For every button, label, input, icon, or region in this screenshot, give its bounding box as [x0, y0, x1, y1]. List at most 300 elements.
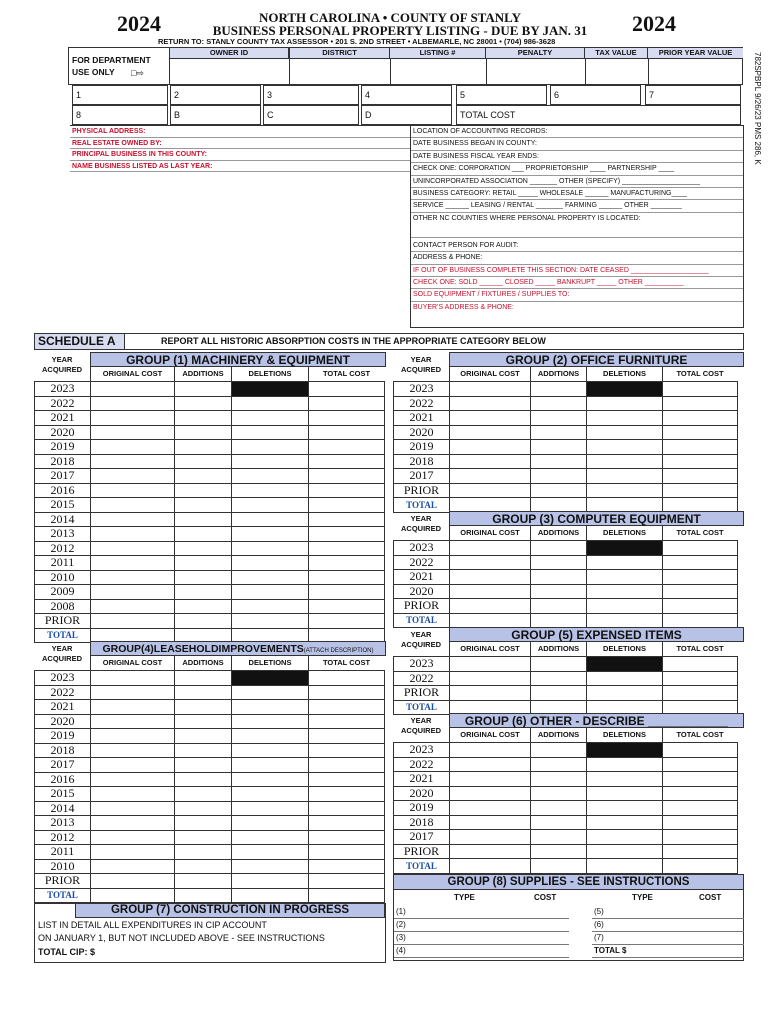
total-cell[interactable]	[663, 743, 738, 758]
additions-cell[interactable]	[175, 599, 232, 614]
original-cell[interactable]	[450, 686, 531, 701]
total-cell[interactable]	[309, 714, 385, 729]
total-cell[interactable]	[309, 888, 385, 903]
table-row	[394, 411, 738, 426]
deletions-cell[interactable]	[232, 382, 309, 397]
deletions-cell[interactable]	[587, 757, 663, 772]
original-cell[interactable]	[91, 425, 175, 440]
additions-cell[interactable]	[531, 425, 587, 440]
deletions-cell[interactable]	[232, 729, 309, 744]
code-cell-8[interactable]: 8	[72, 105, 168, 125]
deletions-cell[interactable]	[587, 859, 663, 874]
department-use-box	[68, 47, 743, 85]
deletions-cell[interactable]	[232, 743, 309, 758]
total-cell[interactable]	[663, 570, 738, 585]
original-cell[interactable]	[91, 830, 175, 845]
original-cell[interactable]	[91, 556, 175, 571]
total-cell[interactable]	[663, 411, 738, 426]
total-cell[interactable]	[663, 815, 738, 830]
total-cell[interactable]	[309, 469, 385, 484]
total-cell[interactable]	[309, 743, 385, 758]
code-cell-5[interactable]: 5	[456, 85, 547, 105]
total-cell[interactable]	[663, 613, 738, 628]
supply-item-left[interactable]: (2)	[394, 919, 569, 932]
original-cell[interactable]	[450, 425, 531, 440]
total-cell[interactable]	[309, 801, 385, 816]
total-cell[interactable]	[309, 816, 385, 831]
total-cell[interactable]	[663, 830, 738, 845]
date-ceased-field[interactable]: IF OUT OF BUSINESS COMPLETE THIS SECTION: DATE CEASED ____________________	[411, 265, 743, 277]
additions-cell[interactable]	[175, 845, 232, 860]
deletions-cell[interactable]	[232, 556, 309, 571]
original-cell[interactable]	[91, 599, 175, 614]
deletions-cell[interactable]	[232, 859, 309, 874]
additions-cell[interactable]	[175, 570, 232, 585]
deletions-cell[interactable]	[232, 512, 309, 527]
total-cell[interactable]	[663, 440, 738, 455]
total-cell[interactable]	[663, 844, 738, 859]
original-cell[interactable]	[91, 440, 175, 455]
deletions-cell[interactable]	[587, 599, 663, 614]
supply-item-left[interactable]: (1)	[394, 906, 569, 919]
buyer-address-field[interactable]: BUYER'S ADDRESS & PHONE:	[413, 303, 514, 311]
additions-cell[interactable]	[175, 671, 232, 686]
additions-cell[interactable]	[175, 685, 232, 700]
total-cell[interactable]	[663, 584, 738, 599]
additions-cell[interactable]	[531, 815, 587, 830]
original-cell[interactable]	[450, 541, 531, 556]
total-cell[interactable]	[663, 786, 738, 801]
total-cell[interactable]	[309, 772, 385, 787]
supply-item-left[interactable]: (4)	[394, 945, 569, 958]
fiscal-year-end-field[interactable]: DATE BUSINESS FISCAL YEAR ENDS:	[411, 151, 743, 163]
additions-cell[interactable]	[531, 671, 587, 686]
additions-cell[interactable]	[175, 614, 232, 629]
original-cell[interactable]	[450, 382, 531, 397]
original-cell[interactable]	[450, 757, 531, 772]
deletions-cell[interactable]	[232, 772, 309, 787]
deletions-cell[interactable]	[587, 382, 663, 397]
original-cell[interactable]	[91, 585, 175, 600]
deletions-cell[interactable]	[232, 685, 309, 700]
total-cell[interactable]	[309, 527, 385, 542]
original-cell[interactable]	[450, 657, 531, 672]
supply-item-right[interactable]: (7)	[592, 932, 744, 945]
original-cell[interactable]	[450, 555, 531, 570]
total-cell[interactable]	[309, 874, 385, 889]
original-cell[interactable]	[91, 614, 175, 629]
unincorporated-other-field[interactable]: UNINCORPORATED ASSOCIATION _______ OTHER (SPECIFY) ____________________	[411, 176, 743, 188]
additions-cell[interactable]	[175, 440, 232, 455]
supply-item-right[interactable]: (6)	[592, 919, 744, 932]
additions-cell[interactable]	[531, 859, 587, 874]
original-cell[interactable]	[91, 888, 175, 903]
total-cell[interactable]	[309, 483, 385, 498]
total-cost-cell[interactable]: TOTAL COST	[456, 105, 741, 125]
original-cell[interactable]	[450, 830, 531, 845]
deletions-cell[interactable]	[587, 555, 663, 570]
accounting-records-field[interactable]: LOCATION OF ACCOUNTING RECORDS:	[411, 126, 743, 138]
original-cell[interactable]	[91, 714, 175, 729]
deletions-cell[interactable]	[232, 874, 309, 889]
deletions-cell[interactable]	[587, 815, 663, 830]
deletions-cell[interactable]	[232, 527, 309, 542]
total-cell[interactable]	[309, 425, 385, 440]
deletions-cell[interactable]	[232, 469, 309, 484]
total-cell[interactable]	[663, 382, 738, 397]
total-cell[interactable]	[663, 859, 738, 874]
total-cell[interactable]	[663, 498, 738, 513]
deletions-cell[interactable]	[587, 570, 663, 585]
additions-cell[interactable]	[531, 454, 587, 469]
additions-cell[interactable]	[175, 454, 232, 469]
entity-type-check[interactable]: CHECK ONE: CORPORATION ___ PROPRIETORSHIP ____ PARTNERSHIP ____	[411, 163, 743, 175]
physical-address-field[interactable]: PHYSICAL ADDRESS:	[70, 126, 410, 138]
group-7-total-cip[interactable]: TOTAL CIP: $	[38, 947, 96, 957]
additions-cell[interactable]	[175, 396, 232, 411]
deletions-cell[interactable]	[232, 671, 309, 686]
additions-cell[interactable]	[175, 888, 232, 903]
additions-cell[interactable]	[175, 527, 232, 542]
additions-cell[interactable]	[531, 382, 587, 397]
deletions-cell[interactable]	[232, 599, 309, 614]
additions-cell[interactable]	[531, 599, 587, 614]
deletions-cell[interactable]	[232, 483, 309, 498]
out-of-business-check[interactable]: CHECK ONE: SOLD ______ CLOSED _____ BANKRUPT _____ OTHER __________	[411, 277, 743, 289]
additions-cell[interactable]	[175, 758, 232, 773]
total-cell[interactable]	[309, 599, 385, 614]
additions-cell[interactable]	[175, 772, 232, 787]
total-cell[interactable]	[309, 845, 385, 860]
deletions-cell[interactable]	[232, 758, 309, 773]
other-counties-field[interactable]: OTHER NC COUNTIES WHERE PERSONAL PROPERTY IS LOCATED:	[411, 213, 743, 238]
deletions-cell[interactable]	[232, 454, 309, 469]
additions-cell[interactable]	[531, 801, 587, 816]
deletions-cell[interactable]	[587, 396, 663, 411]
original-cell[interactable]	[91, 787, 175, 802]
principal-business-field[interactable]: PRINCIPAL BUSINESS IN THIS COUNTY:	[70, 149, 410, 161]
deletions-cell[interactable]	[232, 570, 309, 585]
listing-number-field[interactable]	[391, 58, 486, 84]
original-cell[interactable]	[91, 570, 175, 585]
deletions-cell[interactable]	[587, 498, 663, 513]
original-cell[interactable]	[91, 454, 175, 469]
total-cell[interactable]	[309, 585, 385, 600]
total-cell[interactable]	[309, 454, 385, 469]
business-category-check[interactable]: BUSINESS CATEGORY: RETAIL _____ WHOLESALE ______ MANUFACTURING____	[411, 188, 743, 200]
additions-cell[interactable]	[531, 844, 587, 859]
total-cell[interactable]	[309, 830, 385, 845]
additions-cell[interactable]	[531, 657, 587, 672]
total-cell[interactable]	[309, 411, 385, 426]
total-cell[interactable]	[663, 686, 738, 701]
total-cell[interactable]	[309, 859, 385, 874]
additions-cell[interactable]	[531, 830, 587, 845]
deletions-cell[interactable]	[232, 411, 309, 426]
deletions-cell[interactable]	[587, 772, 663, 787]
additions-cell[interactable]	[175, 801, 232, 816]
deletions-cell[interactable]	[232, 614, 309, 629]
additions-cell[interactable]	[175, 714, 232, 729]
name-last-year-field[interactable]: NAME BUSINESS LISTED AS LAST YEAR:	[70, 161, 410, 173]
additions-cell[interactable]	[175, 425, 232, 440]
table-row	[394, 859, 738, 874]
original-cell[interactable]	[450, 772, 531, 787]
deletions-cell[interactable]	[232, 787, 309, 802]
deletions-cell[interactable]	[232, 541, 309, 556]
additions-cell[interactable]	[531, 570, 587, 585]
original-cell[interactable]	[91, 483, 175, 498]
total-cell[interactable]	[663, 757, 738, 772]
total-cell[interactable]	[309, 787, 385, 802]
original-cell[interactable]	[450, 396, 531, 411]
penalty-field[interactable]	[487, 58, 585, 84]
deletions-cell[interactable]	[232, 425, 309, 440]
original-cell[interactable]	[91, 541, 175, 556]
additions-cell[interactable]	[175, 512, 232, 527]
additions-cell[interactable]	[175, 859, 232, 874]
code-cell-1[interactable]: 1	[72, 85, 168, 105]
supply-item-right[interactable]: (5)	[592, 906, 744, 919]
additions-cell[interactable]	[531, 396, 587, 411]
additions-cell[interactable]	[175, 816, 232, 831]
additions-cell[interactable]	[175, 874, 232, 889]
additions-cell[interactable]	[175, 483, 232, 498]
original-cell[interactable]	[450, 844, 531, 859]
group-6-deletions-header: DELETIONS	[586, 728, 662, 742]
deletions-cell[interactable]	[587, 584, 663, 599]
deletions-cell[interactable]	[587, 743, 663, 758]
additions-cell[interactable]	[175, 382, 232, 397]
additions-cell[interactable]	[531, 786, 587, 801]
deletions-cell[interactable]	[587, 440, 663, 455]
original-cell[interactable]	[91, 874, 175, 889]
total-cell[interactable]	[309, 512, 385, 527]
total-cell[interactable]	[309, 671, 385, 686]
total-cell[interactable]	[309, 498, 385, 513]
deletions-cell[interactable]	[587, 686, 663, 701]
original-cell[interactable]	[450, 859, 531, 874]
additions-cell[interactable]	[531, 757, 587, 772]
prior-year-value-field[interactable]	[649, 58, 743, 84]
total-cell[interactable]	[663, 469, 738, 484]
original-cell[interactable]	[91, 729, 175, 744]
original-cell[interactable]	[450, 498, 531, 513]
tax-value-field[interactable]	[586, 58, 648, 84]
additions-cell[interactable]	[531, 743, 587, 758]
original-cell[interactable]	[91, 498, 175, 513]
original-cell[interactable]	[450, 815, 531, 830]
code-cell-6[interactable]: 6	[550, 85, 641, 105]
deletions-cell[interactable]	[232, 845, 309, 860]
deletions-cell[interactable]	[232, 888, 309, 903]
deletions-cell[interactable]	[587, 541, 663, 556]
additions-cell[interactable]	[175, 541, 232, 556]
additions-cell[interactable]	[175, 498, 232, 513]
group-8-cost-left: COST	[534, 893, 557, 902]
additions-cell[interactable]	[531, 483, 587, 498]
total-cell[interactable]	[663, 671, 738, 686]
original-cell[interactable]	[91, 527, 175, 542]
additions-cell[interactable]	[175, 830, 232, 845]
total-cell[interactable]	[663, 801, 738, 816]
additions-cell[interactable]	[531, 772, 587, 787]
total-cell[interactable]	[663, 657, 738, 672]
deletions-cell[interactable]	[587, 657, 663, 672]
original-cell[interactable]	[91, 700, 175, 715]
additions-cell[interactable]	[175, 585, 232, 600]
original-cell[interactable]	[91, 469, 175, 484]
original-cell[interactable]	[450, 454, 531, 469]
arrow-icon: □⇨	[131, 68, 144, 78]
additions-cell[interactable]	[531, 469, 587, 484]
original-cell[interactable]	[91, 396, 175, 411]
total-cell[interactable]	[309, 541, 385, 556]
table-row	[394, 584, 738, 599]
deletions-cell[interactable]	[587, 483, 663, 498]
contact-address-field[interactable]: ADDRESS & PHONE:	[411, 252, 743, 264]
deletions-cell[interactable]	[587, 844, 663, 859]
deletions-cell[interactable]	[587, 469, 663, 484]
total-cell[interactable]	[663, 396, 738, 411]
additions-cell[interactable]	[175, 556, 232, 571]
total-cell[interactable]	[309, 396, 385, 411]
table-row	[394, 382, 738, 397]
total-cell[interactable]	[309, 614, 385, 629]
original-cell[interactable]	[91, 772, 175, 787]
total-cell[interactable]	[309, 700, 385, 715]
original-cell[interactable]	[91, 816, 175, 831]
additions-cell[interactable]	[531, 541, 587, 556]
code-cell-2[interactable]: 2	[170, 85, 261, 105]
original-cell[interactable]	[450, 786, 531, 801]
deletions-cell[interactable]	[587, 425, 663, 440]
deletions-cell[interactable]	[587, 613, 663, 628]
deletions-cell[interactable]	[587, 411, 663, 426]
sold-to-field[interactable]: SOLD EQUIPMENT / FIXTURES / SUPPLIES TO:	[411, 289, 743, 301]
deletions-cell[interactable]	[232, 585, 309, 600]
original-cell[interactable]	[91, 758, 175, 773]
table-row	[35, 411, 385, 426]
additions-cell[interactable]	[531, 411, 587, 426]
original-cell[interactable]	[450, 599, 531, 614]
supply-total[interactable]: TOTAL $	[592, 945, 744, 958]
additions-cell[interactable]	[175, 743, 232, 758]
deletions-cell[interactable]	[232, 440, 309, 455]
deletions-cell[interactable]	[587, 801, 663, 816]
original-cell[interactable]	[91, 845, 175, 860]
code-cell-4[interactable]: 4	[361, 85, 452, 105]
district-field[interactable]	[290, 58, 390, 84]
deletions-cell[interactable]	[587, 786, 663, 801]
total-cell[interactable]	[309, 758, 385, 773]
code-cell-b[interactable]: B	[170, 105, 261, 125]
deletions-cell[interactable]	[232, 830, 309, 845]
original-cell[interactable]	[450, 483, 531, 498]
additions-cell[interactable]	[531, 686, 587, 701]
total-cell[interactable]	[309, 556, 385, 571]
deletions-cell[interactable]	[587, 830, 663, 845]
additions-cell[interactable]	[531, 613, 587, 628]
real-estate-owned-by-field[interactable]: REAL ESTATE OWNED BY:	[70, 138, 410, 150]
code-cell-d[interactable]: D	[361, 105, 452, 125]
total-cell[interactable]	[309, 570, 385, 585]
original-cell[interactable]	[450, 801, 531, 816]
original-cell[interactable]	[450, 743, 531, 758]
additions-cell[interactable]	[531, 555, 587, 570]
total-cell[interactable]	[663, 454, 738, 469]
original-cell[interactable]	[450, 440, 531, 455]
deletions-cell[interactable]	[232, 816, 309, 831]
code-cell-c[interactable]: C	[263, 105, 359, 125]
additions-cell[interactable]	[175, 787, 232, 802]
original-cell[interactable]	[91, 743, 175, 758]
additions-cell[interactable]	[175, 729, 232, 744]
original-cell[interactable]	[450, 613, 531, 628]
total-cell[interactable]	[663, 772, 738, 787]
total-cell[interactable]	[663, 541, 738, 556]
supply-item-left[interactable]: (3)	[394, 932, 569, 945]
deletions-cell[interactable]	[587, 671, 663, 686]
original-cell[interactable]	[450, 671, 531, 686]
business-category-check-2[interactable]: SERVICE ______ LEASING / RENTAL _______ FARMING ______ OTHER ________	[411, 200, 743, 212]
total-cell[interactable]	[663, 555, 738, 570]
deletions-cell[interactable]	[232, 714, 309, 729]
owner-id-field[interactable]	[170, 58, 289, 84]
additions-cell[interactable]	[531, 440, 587, 455]
deletions-cell[interactable]	[232, 700, 309, 715]
total-cell[interactable]	[663, 425, 738, 440]
total-cell[interactable]	[309, 440, 385, 455]
group-5-table	[393, 656, 738, 715]
original-cell[interactable]	[450, 570, 531, 585]
table-row	[394, 440, 738, 455]
contact-person-field[interactable]: CONTACT PERSON FOR AUDIT:	[411, 240, 743, 252]
total-cell[interactable]	[309, 685, 385, 700]
year-cell: 2021	[35, 411, 91, 426]
original-cell[interactable]	[91, 512, 175, 527]
original-cell[interactable]	[91, 859, 175, 874]
deletions-cell[interactable]	[587, 454, 663, 469]
code-cell-7[interactable]: 7	[645, 85, 741, 105]
total-cell[interactable]	[309, 382, 385, 397]
original-cell[interactable]	[450, 584, 531, 599]
additions-cell[interactable]	[531, 498, 587, 513]
original-cell[interactable]	[91, 382, 175, 397]
original-cell[interactable]	[91, 685, 175, 700]
total-cell[interactable]	[663, 483, 738, 498]
code-cell-3[interactable]: 3	[263, 85, 359, 105]
original-cell[interactable]	[450, 411, 531, 426]
year-cell: 2015	[35, 498, 91, 513]
additions-cell[interactable]	[175, 411, 232, 426]
deletions-cell[interactable]	[232, 498, 309, 513]
year-cell: 2023	[394, 743, 450, 758]
group-7-box	[34, 903, 386, 963]
original-cell[interactable]	[450, 469, 531, 484]
total-cell[interactable]	[663, 599, 738, 614]
additions-cell[interactable]	[531, 584, 587, 599]
additions-cell[interactable]	[175, 469, 232, 484]
deletions-cell[interactable]	[232, 396, 309, 411]
original-cell[interactable]	[91, 801, 175, 816]
additions-cell[interactable]	[175, 700, 232, 715]
original-cell[interactable]	[91, 411, 175, 426]
total-cell[interactable]	[309, 729, 385, 744]
original-cell[interactable]	[91, 671, 175, 686]
deletions-cell[interactable]	[232, 801, 309, 816]
date-began-field[interactable]: DATE BUSINESS BEGAN IN COUNTY:	[411, 138, 743, 150]
